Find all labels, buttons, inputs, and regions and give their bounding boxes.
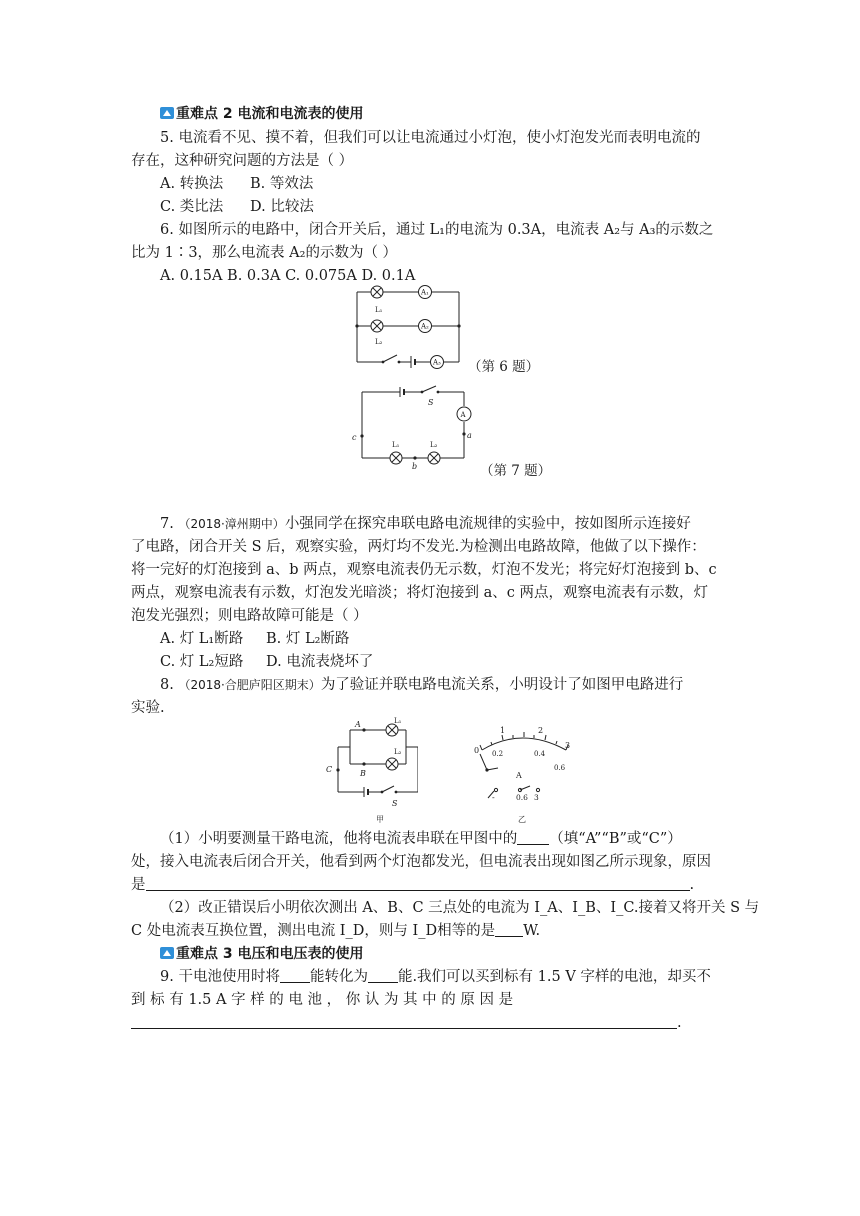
answer-blank-1[interactable] xyxy=(517,830,549,845)
q9-line1: 9. 干电池使用时将 能转化为 能.我们可以买到标有 1.5 V 字样的电池，却买不 xyxy=(160,969,711,985)
section-title: 重难点 2 电流和电流表的使用 xyxy=(176,106,364,122)
label-l2: L₂ xyxy=(430,441,438,449)
q6-line1: 6. 如图所示的电路中，闭合开关后，通过 L₁的电流为 0.3A，电流表 A₂与 A₃的示数之 xyxy=(160,222,714,238)
label-l2: L₂ xyxy=(394,748,402,756)
q7-source: （2018·漳州期中） xyxy=(178,517,285,531)
answer-blank-3[interactable] xyxy=(495,922,523,937)
label-a: a xyxy=(467,431,472,440)
q7-line3: 将一完好的灯泡接到 a、b 两点，观察电流表仍无示数，灯泡不发光；将完好灯泡接到 b、c xyxy=(131,562,717,578)
q8-p1-line1: （1）小明要测量干路电流，他将电流表串联在甲图中的 （填“A”“B”或“C”） xyxy=(160,831,682,847)
q7-option-a: A. 灯 L₁断路 xyxy=(160,631,244,647)
figure-7-caption: （第 7 题） xyxy=(480,463,552,479)
label-a-meter: A xyxy=(460,411,466,419)
q7-line5: 泡发光强烈；则电路故障可能是（ ） xyxy=(131,608,368,624)
q6-options: A. 0.15A B. 0.3A C. 0.075A D. 0.1A xyxy=(160,268,416,284)
q5-line2: 存在，这种研究问题的方法是（ ） xyxy=(131,153,354,169)
q8-line2: 实验. xyxy=(131,700,165,716)
section-header-3 xyxy=(160,944,364,966)
q9-line2: 到 标 有 1.5 A 字 样 的 电 池 ， 你 认 为 其 中 的 原 因 是 xyxy=(131,992,514,1008)
meter-unit-a: A xyxy=(516,771,522,780)
terminal-3: 3 xyxy=(534,793,539,802)
figure-7-circuit xyxy=(350,380,480,472)
q7-option-b: B. 灯 L₂断路 xyxy=(266,631,350,647)
label-b: B xyxy=(360,769,366,778)
scale-0-2: 0.2 xyxy=(492,750,504,758)
label-c: C xyxy=(326,765,333,774)
label-s: S xyxy=(428,398,434,407)
label-l1: L₁ xyxy=(392,441,400,449)
q7-line1: 7. （2018·漳州期中）小强同学在探究串联电路电流规律的实验中，按如图所示连接好 xyxy=(160,516,691,532)
scale-0-4: 0.4 xyxy=(534,750,546,758)
label-a1: A₁ xyxy=(421,288,429,297)
figure-8-jia-circuit xyxy=(318,716,418,828)
q8-p1-line3: 是 . xyxy=(131,877,695,893)
figure-6-caption: （第 6 题） xyxy=(468,359,540,375)
q5-option-d: D. 比较法 xyxy=(250,199,314,215)
label-l1: L₁ xyxy=(375,306,383,314)
caption-yi: 乙 xyxy=(518,815,526,824)
label-c: c xyxy=(352,433,357,442)
label-l1: L₁ xyxy=(394,717,402,725)
label-l2: L₂ xyxy=(375,338,383,346)
q5-option-a: A. 转换法 xyxy=(160,176,224,192)
q8-line1: 8. （2018·合肥庐阳区期末）为了验证并联电路电流关系，小明设计了如图甲电路进行 xyxy=(160,677,684,693)
q6-line2: 比为 1∶3，那么电流表 A₂的示数为（ ） xyxy=(131,245,398,261)
q7-line4: 两点，观察电流表有示数，灯泡发光暗淡；将灯泡接到 a、c 两点，观察电流表有示数，灯 xyxy=(131,585,708,601)
q7-line2: 了电路，闭合开关 S 后，观察实验，两灯均不发光.为检测出电路故障，他做了以下操作： xyxy=(131,539,706,555)
answer-blank-4[interactable] xyxy=(280,968,310,983)
figure-8-yi-ammeter xyxy=(470,720,580,828)
section-marker-icon xyxy=(160,947,174,959)
label-b: b xyxy=(412,462,418,471)
answer-blank-5[interactable] xyxy=(368,968,398,983)
answer-blank-6[interactable] xyxy=(131,1014,677,1029)
q5-line1: 5. 电流看不见、摸不着，但我们可以让电流通过小灯泡，使小灯泡发光而表明电流的 xyxy=(160,130,701,146)
scale-2: 2 xyxy=(538,726,544,735)
q8-p2-line1: （2）改正错误后小明依次测出 A、B、C 三点处的电流为 I_A、I_B、I_C.接着又将开关 S 与 xyxy=(160,900,760,916)
scale-3: 3 xyxy=(565,741,571,750)
label-a2: A₂ xyxy=(421,322,429,331)
q5-option-c: C. 类比法 xyxy=(160,199,224,215)
scale-0-6: 0.6 xyxy=(554,764,566,772)
q9-line3: . xyxy=(131,1013,682,1035)
terminal-negative: - xyxy=(492,793,495,802)
label-a3: A₃ xyxy=(433,358,441,367)
label-a: A xyxy=(355,720,361,729)
q7-option-d: D. 电流表烧坏了 xyxy=(266,654,374,670)
scale-1: 1 xyxy=(500,726,506,735)
scale-0: 0 xyxy=(474,746,480,755)
terminal-0-6: 0.6 xyxy=(516,793,528,802)
figure-6-circuit xyxy=(345,282,470,372)
q8-p2-line2: C 处电流表互换位置，测出电流 I_D，则与 I_D相等的是 W. xyxy=(131,923,541,939)
q5-option-b: B. 等效法 xyxy=(250,176,314,192)
q8-p1-line2: 处，接入电流表后闭合开关，他看到两个灯泡都发光，但电流表出现如图乙所示现象，原因 xyxy=(131,854,711,870)
q7-option-c: C. 灯 L₂短路 xyxy=(160,654,244,670)
section-header-2 xyxy=(160,104,364,126)
label-s: S xyxy=(392,799,398,808)
answer-blank-2[interactable] xyxy=(146,876,690,891)
q8-source: （2018·合肥庐阳区期末） xyxy=(178,678,321,692)
section-marker-icon xyxy=(160,107,174,119)
section-title: 重难点 3 电压和电压表的使用 xyxy=(176,946,364,962)
caption-jia: 甲 xyxy=(376,815,384,824)
